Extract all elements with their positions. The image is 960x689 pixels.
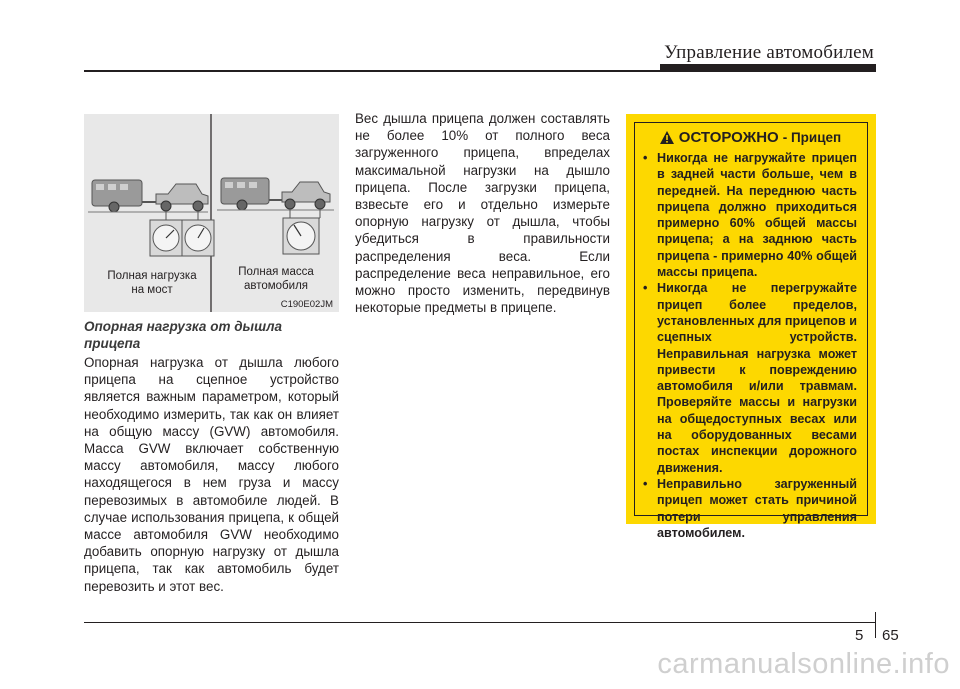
page-section-number: 5 (855, 627, 864, 644)
left-scale-icon-2 (182, 212, 214, 256)
warning-item: • Никогда не перегружайте прицеп более пределов, установленных для прицепов и сцепных устройств. Неправильная нагрузка может привести к повреждению автомобиля и/или травмам. Проверяйте массы и нагрузки на общедоступных весах или на оборудованных весами постах инспекции дорожного движения. (643, 280, 857, 476)
warning-item: • Никогда не нагружайте прицеп в задней части больше, чем в передней. На переднюю часть прицепа должно приходиться примерно 60% общей массы прицепа; а на заднюю часть прицепа - примерно 40% общей массы прицепа. (643, 150, 857, 280)
warning-box-inner (634, 122, 868, 540)
warning-subtitle: - Прицеп (782, 130, 842, 145)
column-left (84, 318, 339, 595)
section-subheading: Опорная нагрузка от дышла прицепа (84, 319, 282, 351)
figure-label-axle-line2: на мост (131, 284, 173, 296)
right-car-icon (282, 182, 330, 209)
figure-label-gvw (216, 265, 336, 293)
footer-divider (875, 612, 876, 638)
header-title: Управление автомобилем (664, 42, 874, 63)
tongue-load-paragraph: Опорная нагрузка от дышла любого прицепа на сцепное устройство является важным параметром, который необходимо измерить, так как он влияет на общую массу (GVW) автомобиля. Масса GVW включает собственную массу автомобиля, массу любого находящегося в нем груза и массу перевозимых в автомобиле людей. В случае использования прицепа, к общей массе автомобиля GVW необходимо добавить опорную нагрузку от дышла прицепа, так как автомобиль будет перевозить и этот вес. (84, 355, 339, 594)
footer-rule (84, 622, 876, 623)
figure-label-gvw-line1: Полная масса (238, 266, 314, 278)
warning-box (626, 114, 876, 540)
right-trailer-icon (221, 178, 284, 210)
figure-label-axle-line1: Полная нагрузка (107, 270, 197, 282)
left-trailer-icon (92, 180, 158, 212)
left-car-icon (156, 184, 208, 211)
left-scale-icon-1 (150, 212, 182, 256)
warning-list (643, 150, 857, 541)
warning-triangle-icon (659, 130, 675, 145)
warning-item: • Неправильно загруженный прицеп может стать причиной потери управления автомобилем. (643, 476, 857, 541)
watermark-text: carmanualsonline.info (657, 648, 950, 680)
right-scale-icon (283, 210, 320, 254)
warning-heading (643, 129, 857, 146)
figure-label-gvw-line2: автомобиля (243, 280, 309, 292)
page-number: 65 (882, 627, 899, 644)
figure-label-axle (92, 269, 212, 297)
figure-code: C190E02JM (280, 299, 333, 310)
tongue-weight-paragraph: Вес дышла прицепа должен составлять не более 10% от полного веса загруженного прицепа, впределах максимальной нагрузки на дышло прицепа. После загрузки прицепа, взвесьте его и отдельно измерьте опорную нагрузку от дышла, чтобы убедиться в правильности распределения веса. Если распределение веса неправильное, его можно просто изменить, передвинув некоторые предметы в прицепе. (355, 111, 610, 316)
warning-title: ОСТОРОЖНО (678, 129, 779, 146)
column-middle (355, 110, 610, 316)
trailer-weight-figure (84, 114, 339, 312)
header-rule (84, 70, 876, 72)
